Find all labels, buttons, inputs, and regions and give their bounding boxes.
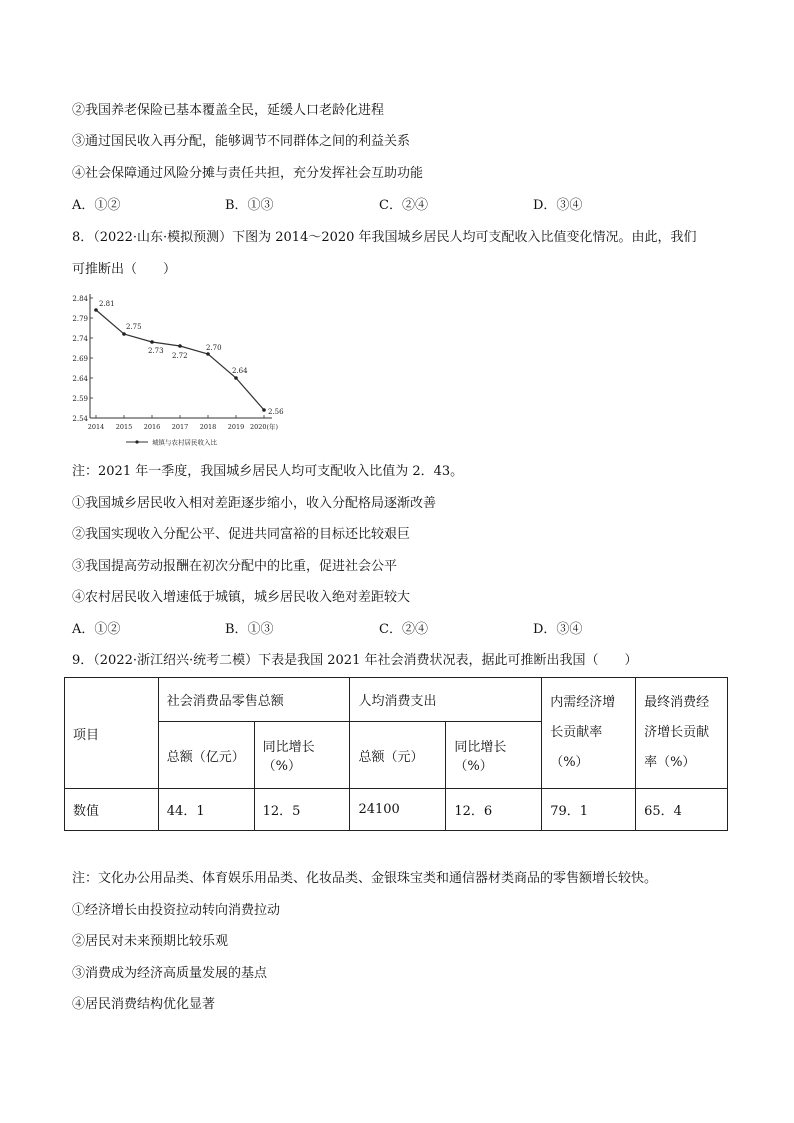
final-consumption-contribution-header: 最终消费经济增长贡献率（%）	[636, 678, 728, 789]
y-tick-label: 2.84	[72, 295, 88, 303]
q7-option-b[interactable]: B．①③	[225, 198, 274, 213]
retail-total-header: 总额（亿元）	[158, 722, 254, 789]
legend-label: 城镇与农村居民收入比	[152, 438, 217, 447]
q8-option-b[interactable]: B．①③	[225, 622, 274, 637]
q7-statement-2: ②我国养老保险已基本覆盖全民，延缓人口老龄化进程	[72, 103, 385, 118]
table-cell: 12．5	[254, 789, 350, 831]
y-tick-label: 2.54	[72, 415, 88, 423]
q8-statement-1: ①我国城乡居民收入相对差距逐步缩小，收入分配格局逐渐改善	[72, 496, 437, 511]
consumption-table	[64, 677, 728, 831]
q8-note: 注：2021 年一季度，我国城乡居民人均可支配收入比值为 2．43。	[72, 464, 464, 479]
q9-statement-1: ①经济增长由投资拉动转向消费拉动	[72, 903, 281, 918]
data-point	[234, 376, 238, 380]
data-point	[206, 352, 210, 356]
data-label: 2.70	[206, 344, 222, 352]
retail-yoy-header: 同比增长（%）	[254, 722, 350, 789]
retail-sales-header: 社会消费品零售总额	[158, 678, 350, 722]
q9-statement-2: ②居民对未来预期比较乐观	[72, 934, 229, 949]
q8-option-d[interactable]: D．③④	[533, 622, 583, 637]
q7-option-c[interactable]: C．②④	[379, 198, 428, 213]
y-tick-label: 2.69	[72, 355, 88, 363]
table-header-row-1	[65, 678, 728, 722]
x-tick-label: 2019	[227, 423, 245, 431]
q7-statement-4: ④社会保障通过风险分摊与责任共担，充分发挥社会互助功能	[72, 166, 424, 181]
table-row	[65, 789, 728, 831]
x-tick-label: 2015	[115, 423, 133, 431]
q7-option-a[interactable]: A．①②	[72, 198, 121, 213]
q8-options	[72, 621, 732, 639]
q7-option-d[interactable]: D．③④	[533, 198, 583, 213]
data-point	[150, 340, 154, 344]
q8-stem-line1: 8．（2022·山东·模拟预测）下图为 2014～2020 年我国城乡居民人均可支配收入比值变化情况。由此，我们	[72, 230, 697, 245]
q8-statement-3: ③我国提高劳动报酬在初次分配中的比重，促进社会公平	[72, 559, 398, 574]
per-capita-total-header: 总额（元）	[350, 722, 446, 789]
q8-statement-4: ④农村居民收入增速低于城镇，城乡居民收入绝对差距较大	[72, 590, 411, 605]
y-tick-label: 2.74	[72, 335, 88, 343]
income-ratio-chart	[64, 288, 284, 452]
q8-option-a[interactable]: A．①②	[72, 622, 121, 637]
data-point	[122, 332, 126, 336]
data-point	[94, 308, 98, 312]
x-tick-label: 2017	[171, 423, 189, 431]
q9-note: 注：文化办公用品类、体育娱乐用品类、化妆品类、金银珠宝类和通信器材类商品的零售额增长较快。	[72, 871, 658, 886]
x-tick-label: 2014	[87, 423, 105, 431]
per-capita-spending-header: 人均消费支出	[350, 678, 542, 722]
chart-legend	[126, 438, 218, 447]
y-tick-label: 2.64	[72, 375, 88, 383]
data-label: 2.64	[232, 367, 248, 375]
table-cell: 44．1	[158, 789, 254, 831]
x-axis	[88, 415, 279, 431]
y-axis	[72, 294, 93, 423]
data-label: 2.75	[126, 323, 142, 331]
data-label: 2.72	[172, 352, 188, 360]
row-label: 数值	[65, 789, 159, 831]
q9-statement-4: ④居民消费结构优化显著	[72, 997, 216, 1012]
per-capita-yoy-header: 同比增长（%）	[446, 722, 542, 789]
y-tick-label: 2.79	[72, 315, 88, 323]
q8-option-c[interactable]: C．②④	[379, 622, 428, 637]
table-cell: 12．6	[446, 789, 542, 831]
x-tick-label: 2018	[199, 423, 217, 431]
table-cell: 24100	[350, 789, 446, 831]
data-point	[262, 408, 266, 412]
item-header: 项目	[65, 678, 159, 789]
x-tick-label: 2016	[143, 423, 161, 431]
y-tick-label: 2.59	[72, 395, 88, 403]
table-cell: 65．4	[636, 789, 728, 831]
data-label: 2.56	[268, 408, 284, 416]
q9-stem: 9．（2022·浙江绍兴·统考二模）下表是我国 2021 年社会消费状况表，据此可推断出我国（ ）	[72, 653, 638, 668]
table-cell: 79．1	[542, 789, 636, 831]
x-tick-label: 2020(年)	[249, 423, 279, 431]
data-label: 2.81	[99, 300, 115, 308]
q7-statement-3: ③通过国民收入再分配，能够调节不同群体之间的利益关系	[72, 134, 411, 149]
q9-statement-3: ③消费成为经济高质量发展的基点	[72, 966, 268, 981]
q8-statement-2: ②我国实现收入分配公平、促进共同富裕的目标还比较艰巨	[72, 527, 411, 542]
data-point	[178, 344, 182, 348]
data-label: 2.73	[148, 347, 164, 355]
data-labels	[99, 300, 284, 416]
domestic-demand-contribution-header: 内需经济增长贡献率（%）	[542, 678, 636, 789]
q8-stem-line2: 可推断出（ ）	[72, 262, 177, 277]
series-line	[96, 310, 264, 410]
data-points	[94, 308, 266, 412]
q7-options	[72, 197, 732, 215]
legend-marker	[135, 440, 138, 443]
